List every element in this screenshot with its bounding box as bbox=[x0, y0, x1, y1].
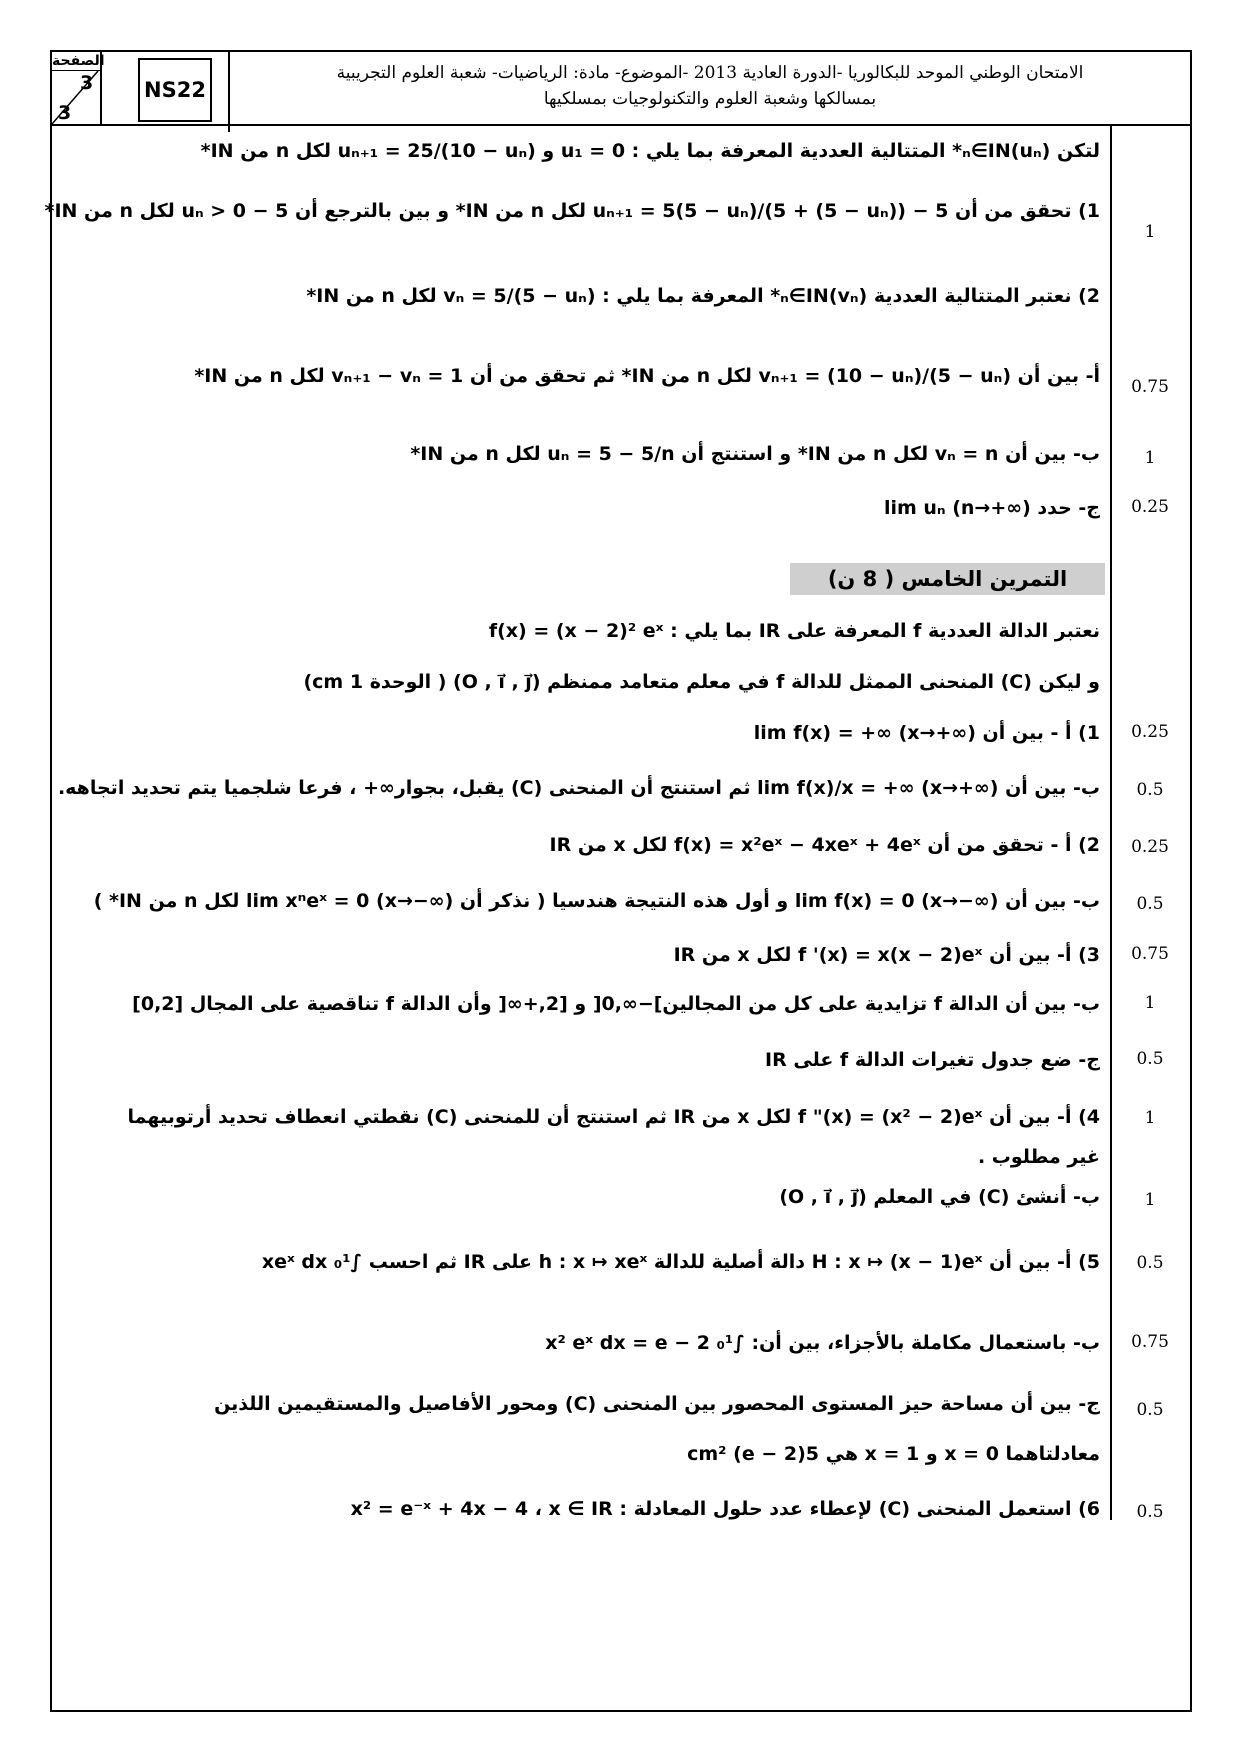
question-points: 1 bbox=[1144, 448, 1156, 468]
page-header bbox=[52, 52, 1190, 126]
question-line: ب- بين أن vₙ = n لكل n من IN* و استنتج أن uₙ = 5 − 5/n لكل n من IN* bbox=[410, 443, 1100, 465]
question-line: 1) تحقق من أن 5 − uₙ₊₁ = 5(5 − uₙ)/(5 + (5 − uₙ)) لكل n من IN* و بين بالترجع أن 5 − uₙ > 0 لكل n من IN* bbox=[44, 200, 1100, 222]
question-points: 0.75 bbox=[1131, 944, 1169, 964]
page-label: الصفحة bbox=[52, 53, 105, 69]
question-line: معادلتاهما x = 0 و x = 1 هي 5(e − 2) cm² bbox=[687, 1443, 1100, 1465]
exam-code: NS22 bbox=[138, 58, 212, 122]
points-column-divider bbox=[1110, 125, 1112, 1520]
question-points: 0.25 bbox=[1131, 722, 1169, 742]
question-points: 1 bbox=[1144, 1190, 1156, 1210]
exam-title-line2: بمسالكها وشعبة العلوم والتكنولوجيات بمسلكيها bbox=[543, 89, 877, 109]
question-line: لتكن (uₙ)ₙ∈IN* المتتالية العددية المعرفة بما يلي : u₁ = 0 و uₙ₊₁ = 25/(10 − uₙ) لكل n من IN* bbox=[200, 140, 1100, 162]
question-line: غير مطلوب . bbox=[977, 1146, 1100, 1168]
question-points: 1 bbox=[1144, 222, 1156, 242]
question-points: 0.5 bbox=[1136, 1400, 1164, 1420]
question-line: 2) أ - تحقق من أن f(x) = x²eˣ − 4xeˣ + 4eˣ لكل x من IR bbox=[549, 834, 1100, 856]
question-line: ج- حدد lim uₙ (n→+∞) bbox=[883, 497, 1100, 519]
question-line: ج- ضع جدول تغيرات الدالة f على IR bbox=[765, 1049, 1100, 1071]
page-total: 3 bbox=[58, 102, 72, 124]
question-points: 0.75 bbox=[1131, 377, 1169, 397]
question-line: ب- بين أن lim f(x)/x = +∞ (x→+∞) ثم استنتج أن المنحنى (C) يقبل، بجوار∞+ ، فرعا شلجميا يتم تحديد اتجاهه. bbox=[57, 777, 1100, 799]
question-points: 0.25 bbox=[1131, 497, 1169, 517]
question-line: 1) أ - بين أن lim f(x) = +∞ (x→+∞) bbox=[753, 722, 1100, 744]
question-line: 4) أ- بين أن f "(x) = (x² − 2)eˣ لكل x من IR ثم استنتج أن للمنحنى (C) نقطتي انعطاف تحديد أرتوبيهما bbox=[127, 1106, 1100, 1128]
question-line: نعتبر الدالة العددية f المعرفة على IR بما يلي : f(x) = (x − 2)² eˣ bbox=[488, 620, 1100, 642]
question-points: 1 bbox=[1144, 993, 1156, 1013]
exam-title-line1: الامتحان الوطني الموحد للبكالوريا -الدورة العادية 2013 -الموضوع- مادة: الرياضيات- شعبة العلوم التجريبية bbox=[336, 63, 1084, 83]
question-points: 0.5 bbox=[1136, 1502, 1164, 1522]
question-points: 0.25 bbox=[1131, 837, 1169, 857]
exam-title bbox=[228, 52, 1190, 132]
question-line: ب- بين أن الدالة f تزايدية على كل من المجالين]−∞,0[ و [2,+∞[ وأن الدالة f تناقصية على المجال [0,2] bbox=[132, 993, 1100, 1015]
page-number: 3 bbox=[80, 72, 94, 94]
question-line: أ- بين أن vₙ₊₁ = (10 − uₙ)/(5 − uₙ) لكل n من IN* ثم تحقق من أن vₙ₊₁ − vₙ = 1 لكل n من IN* bbox=[194, 365, 1100, 387]
question-points: 0.5 bbox=[1136, 780, 1164, 800]
question-line: 5) أ- بين أن H : x ↦ (x − 1)eˣ دالة أصلية للدالة h : x ↦ xeˣ على IR ثم احسب ∫₀¹ xeˣ dx bbox=[261, 1251, 1100, 1273]
question-line: و ليكن (C) المنحنى الممثل للدالة f في معلم متعامد ممنظم (O , i⃗ , j⃗) ( الوحدة 1 cm) bbox=[303, 671, 1100, 693]
question-points: 1 bbox=[1144, 1108, 1156, 1128]
question-points: 0.5 bbox=[1136, 894, 1164, 914]
question-line: ج- بين أن مساحة حيز المستوى المحصور بين المنحنى (C) ومحور الأفاصيل والمستقيمين اللذين bbox=[214, 1393, 1100, 1415]
page-number-box bbox=[52, 52, 105, 124]
question-line: ب- أنشئ (C) في المعلم (O , i⃗ , j⃗) bbox=[779, 1186, 1100, 1208]
section-title: التمرين الخامس ( 8 ن) bbox=[790, 563, 1105, 595]
question-line: 2) نعتبر المتتالية العددية (vₙ)ₙ∈IN* المعرفة بما يلي : vₙ = 5/(5 − uₙ) لكل n من IN* bbox=[306, 285, 1100, 307]
question-line: ب- بين أن lim f(x) = 0 (x→−∞) و أول هذه النتيجة هندسيا ( نذكر أن lim xⁿeˣ = 0 (x→−∞) لكل n من IN* ) bbox=[93, 890, 1100, 912]
question-points: 0.5 bbox=[1136, 1253, 1164, 1273]
question-points: 0.75 bbox=[1131, 1332, 1169, 1352]
question-line: 3) أ- بين أن f '(x) = x(x − 2)eˣ لكل x من IR bbox=[673, 944, 1100, 966]
question-line: 6) استعمل المنحنى (C) لإعطاء عدد حلول المعادلة : x² = e⁻ˣ + 4x − 4 ، x ∈ IR bbox=[350, 1498, 1100, 1520]
question-line: ب- باستعمال مكاملة بالأجزاء، بين أن: ∫₀¹ x² eˣ dx = e − 2 bbox=[545, 1332, 1100, 1354]
question-points: 0.5 bbox=[1136, 1049, 1164, 1069]
